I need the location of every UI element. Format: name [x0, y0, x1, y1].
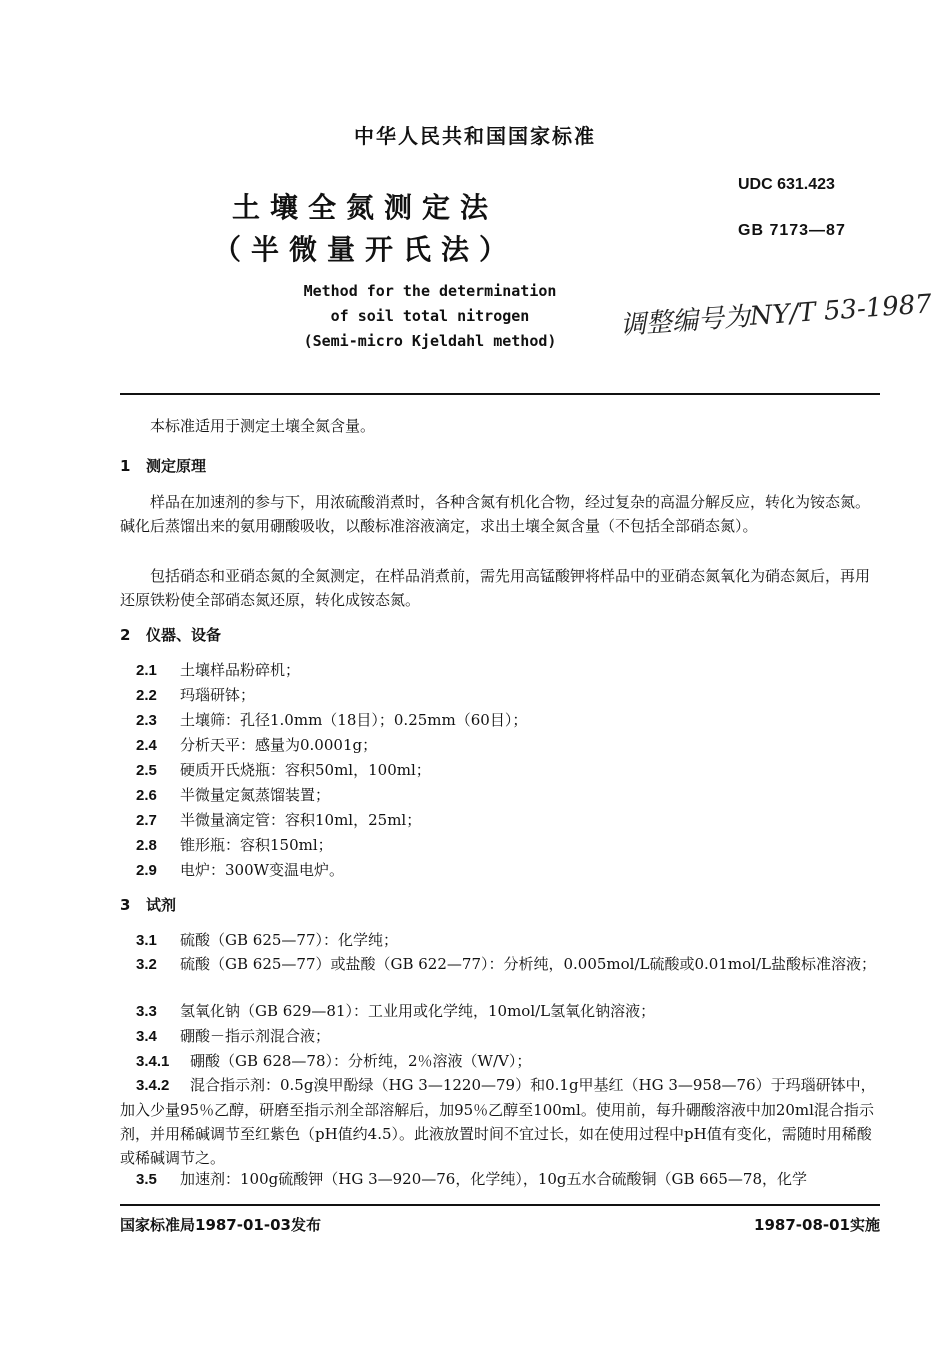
section-number: 1 [120, 457, 131, 475]
document-subtitle: （半微量开氏法） [212, 233, 517, 266]
section-number: 3 [120, 896, 131, 914]
list-item [136, 929, 398, 950]
list-item [136, 684, 255, 705]
effective-date: 1987-08-01实施 [754, 1216, 880, 1234]
list-item [136, 809, 421, 830]
section-heading [120, 894, 176, 915]
item-text: 加速剂：100g硫酸钾（HG 3—920—76，化学纯），10g五水合硫酸铜（GB 665—78，化学 [180, 1170, 808, 1188]
list-item [136, 734, 377, 755]
item-text: 分析天平：感量为0.0001g； [180, 736, 378, 754]
footer-divider [120, 1204, 880, 1206]
item-number: 3.4 [136, 1028, 157, 1045]
header-divider [120, 393, 880, 395]
list-item [136, 1168, 807, 1189]
gb-number: GB 7173—87 [738, 222, 846, 239]
section-number: 2 [120, 626, 131, 644]
scope-text: 本标准适用于测定土壤全氮含量。 [150, 417, 376, 435]
section-title: 试剂 [146, 896, 177, 914]
english-title-line: of soil total nitrogen [330, 307, 530, 325]
item-text: 玛瑙研钵； [180, 686, 256, 704]
paragraph [120, 564, 880, 612]
item-text: 土壤筛：孔径1.0mm（18目）；0.25mm（60目）； [180, 711, 528, 729]
item-number: 3.4.1 [136, 1053, 170, 1070]
paragraph [120, 490, 880, 538]
item-number: 2.1 [136, 662, 157, 679]
item-number: 3.3 [136, 1003, 157, 1020]
item-number: 2.5 [136, 762, 157, 779]
item-text: 硼酸－指示剂混合液； [180, 1027, 331, 1045]
item-text: 电炉：300W变温电炉。 [180, 861, 345, 879]
list-item [136, 784, 330, 805]
list-item [136, 659, 300, 680]
paragraph-text: 包括硝态和亚硝态氮的全氮测定，在样品消煮前，需先用高锰酸钾将样品中的亚硝态氮氧化为硝态氮后，再用还原铁粉使全部硝态氮还原，转化成铵态氮。 [120, 567, 871, 609]
scope-paragraph [120, 414, 880, 438]
issue-date: 国家标准局1987-01-03发布 [120, 1216, 321, 1234]
section-title: 测定原理 [146, 457, 207, 475]
item-number: 2.8 [136, 837, 157, 854]
item-number: 2.7 [136, 812, 157, 829]
item-number: 2.9 [136, 862, 157, 879]
list-item [136, 1000, 655, 1021]
item-number: 3.5 [136, 1171, 157, 1188]
standard-type-heading: 中华人民共和国国家标准 [354, 124, 596, 148]
item-text: 氢氧化钠（GB 629—81）：工业用或化学纯，10mol/L氢氧化钠溶液； [180, 1002, 656, 1020]
list-item [136, 759, 431, 780]
item-text: 半微量定氮蒸馏装置； [180, 786, 331, 804]
item-text: 锥形瓶：容积150ml； [180, 836, 333, 854]
list-item [136, 1025, 330, 1046]
item-number: 2.3 [136, 712, 157, 729]
item-number: 2.2 [136, 687, 157, 704]
list-item [120, 1073, 880, 1170]
list-item [136, 709, 527, 730]
section-heading [120, 455, 206, 476]
list-item [136, 1050, 531, 1071]
item-text: 半微量滴定管：容积10ml，25ml； [180, 811, 422, 829]
item-text: 硬质开氏烧瓶：容积50ml，100ml； [180, 761, 431, 779]
paragraph-text: 样品在加速剂的参与下，用浓硫酸消煮时，各种含氮有机化合物，经过复杂的高温分解反应，转化为铵态氮。碱化后蒸馏出来的氨用硼酸吸收，以酸标准溶液滴定，求出土壤全氮含量（不包括全部硝态氮）。 [120, 493, 871, 535]
item-text: 硫酸（GB 625—77）：化学纯； [180, 931, 398, 949]
list-item [136, 834, 333, 855]
handwritten-note: 调整编号为NY/T 53-1987 [619, 289, 933, 341]
section-heading [120, 624, 221, 645]
item-text: 硼酸（GB 628—78）：分析纯，2％溶液（W/V）； [190, 1052, 532, 1070]
item-number: 2.6 [136, 787, 157, 804]
list-item [136, 859, 344, 880]
item-text: 混合指示剂：0.5g溴甲酚绿（HG 3—1220—79）和0.1g甲基红（HG 3—958—76）于玛瑙研钵中，加入少量95％乙醇，研磨至指示剂全部溶解后，加95％乙醇至100ml。使用前，每升硼酸溶液中加20ml混合指示剂，并用稀碱调节至红紫色（pH值约4.5）。此液放置时间不宜过长，如在使用过程中pH值有变化，需随时用稀酸或稀碱调节之。 [120, 1076, 876, 1167]
udc-code: UDC 631.423 [738, 176, 835, 193]
section-title: 仪器、设备 [146, 626, 222, 644]
english-title-line: Method for the determination [303, 282, 557, 300]
item-number: 3.2 [136, 956, 157, 973]
list-item [120, 952, 880, 977]
english-title-line: (Semi-micro Kjeldahl method) [303, 332, 557, 350]
item-number: 3.4.2 [136, 1077, 170, 1094]
item-text: 土壤样品粉碎机； [180, 661, 301, 679]
document-title: 土壤全氮测定法 [231, 191, 498, 224]
item-text: 硫酸（GB 625—77）或盐酸（GB 622—77）：分析纯，0.005mol/L硫酸或0.01mol/L盐酸标准溶液； [180, 955, 876, 973]
item-number: 2.4 [136, 737, 157, 754]
item-number: 3.1 [136, 932, 157, 949]
